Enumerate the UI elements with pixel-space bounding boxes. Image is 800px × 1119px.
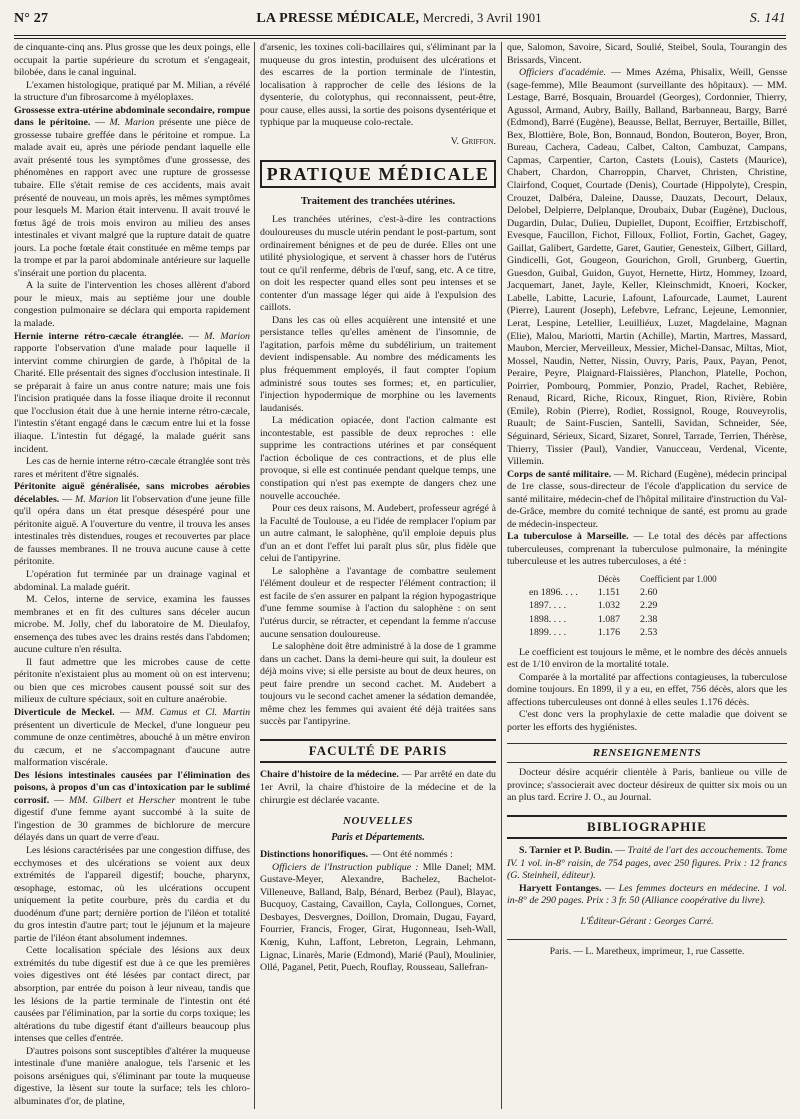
paragraph: La médication opiacée, dont l'action calmante est incontestable, est passible de deux reproches : elle supprime les contractions utérines et par conséquent l'action écbolique de ces contractions, et de plus elle provoque, si elle est continuée pendant quelque temps, une constipation qui n'est pas exempte de dangers chez une nouvelle accouchée.: [260, 415, 496, 502]
journal-title: [256, 11, 541, 27]
section-title-faculte: FACULTÉ DE PARIS: [260, 739, 496, 764]
article-corps: Corps de santé militaire. — M. Richard (Eugène), médecin principal de 1re classe, sous-directeur de l'école d'application du service de santé militaire, médecin-chef de l'hôpital militaire d'instruction du Val-de-Grâce, membre du comité technique de santé, est promu au grade de médecin-inspecteur.: [507, 468, 787, 530]
article-text: rapporte l'observation d'une malade pour laquelle il intervint comme chirurgien de garde, à l'hôpital de la Charité. Elle présentait des signes d'occlusion intestinale. Il se préparait à faire un anus contre nature; mais une fois l'incision pratiquée dans la fosse iliaque droite il reconnut que l'occlusion était due à une hernie interne rétro-cæcale, l'intestin s'étant engagé dans le cæcum entre lui et la fosse iliaque. L'intestin fut dégagé, la malade guérit sans incident.: [14, 343, 250, 455]
article-grossesse: Grossesse extra-utérine abdominale secondaire, rompue dans le péritoine. — M. Marion présente une pièce de grossesse tubaire greffée dans le péritoine et rompue. La malade avait eu, après une période pendant laquelle elle avait présenté tous les symptômes d'une grossesse, des phénomènes en rapport avec une rupture de grossesse tubaire. Elle s'était remise de ces accidents, mais avait présenté de nouveau, un mois après, les mêmes symptômes pour lesquels M. Marion était intervenu. Il avait trouvé le fœtus âgé de trois mois environ au milieu des anses intestinales et vivant malgré que la rupture datait de quatre jours. La poche fœtale était constituée en même temps par la trompe et par la paroi abdominale antérieure sur laquelle s'insérait une portion du placenta.: [14, 104, 250, 279]
table-cell: 1.032: [597, 600, 621, 612]
paragraph: Les lésions caractérisées par une congestion diffuse, des ecchymoses et des ulcérations se voient aux deux extrémités de l'appareil digestif; bouche, pharynx, œsophage, estomac, où les ulcérations occupent uniquement la petite courbure, près du cardia et du duodénum d'une part; dernière portion de l'iléon et totalité du gros intestin d'autre part; tout le jéjunum et la majeure partie de l'iléon étant absolument indemnes.: [14, 845, 250, 944]
article-heading: Grossesse extra-utérine abdominale secondaire, rompue dans le péritoine.: [14, 104, 250, 129]
paragraph: Les cas de hernie interne rétro-cæcale étranglée sont très rares et méritent d'être signalés.: [14, 456, 250, 480]
article-author: M. Marion: [75, 493, 119, 505]
article-text: Par arrêté en date du 1er Avril, la chaire d'histoire de la médecine et de la chirurgie est déclarée vacante.: [260, 769, 496, 806]
paragraph: Cette localisation spéciale des lésions aux deux extrémités du tube digestif est due à ce que les premières voies digestives ont été lésées par contact direct, par absorption, par entrée du poison à leur niveau, tandis que les lésions de la partie terminale de l'intestin ont été causées par l'élimination, par la sortie du corps toxique; les altérations du tube digestif étant d'ailleurs beaucoup plus intenses que celles d'entrée.: [14, 945, 250, 1045]
table-header-row: [529, 573, 737, 587]
table-cell: 1.176: [597, 627, 621, 639]
table-header: Décès: [597, 573, 620, 584]
article-heading: Officiers d'académie.: [519, 67, 606, 79]
article-academie: Officiers d'académie. — Mmes Azéma, Phisalix, Weill, Gensse (sage-femme), Mlle Beaumont (surveillante des hôpitaux). — MM. Lestage, Barré, Bosquain, Brouardel (Georges), Cordonnier, Thierry, Agussol, Armand, Aubry, Bailly, Balland, Barbanneau, Bargy, Barré (Edmond), Barré (Eugène), Beausse, Bellat, Berruyer, Bertaille, Billet, Bex, Blottière, Bole, Bon, Bonnaud, Bondon, Bouteron, Boyer, Bron, Bureau, Cachera, Cadeau, Calbet, Calton, Cambuzat, Campans, Capmas, Carpentier, Carton, Castets (Louis), Castets (Maurice), Chabert, Chardon, Charroppin, Charvet, Christen, Christine, Clairfond, Coquet, Courtade (Denis), Courtade (Hippolyte), Crespin, Crouzet, Dalbéra, Daleine, Dausse, Dauzats, Decourt, Delaux, Delobel, Delpierre, Delplanque, Droubaix, Dubar (Eugène), Duclous, Dugardin, Dulac, Dulieu, Dupiellet, Dupont, Ecoiffier, Ertzbischoff, Evesque, Faucillon, Fichot, Filloux, Folliot, Fortin, Gachet, Gagey, Gaillat, Galibert, Gardette, Garet, Gautier, Genesteix, Gilbert, Gillard, Gindicelli, Got, Gougeon, Gourichon, Groll, Grunberg, Guertin, Guesdon, Guibal, Guidon, Guyot, Hernette, Hirtz, Hommey, Izoard, Jacquemart, Janet, Jayle, Keller, Kleinschmidt, Knoeri, Kocker, Labelle, Labitte, Lacurie, Lafount, Lafourcade, Laumet, Laurent (Pierre), Laurent (Joseph), Lefebvre, Lefranc, Lejeune, Lemonnier, Lerat, Lespine, Letellier, Leuilliéux, Luzet, Magdelaine, Magnan (Elie), Malou, Mariotti, Martin (Achille), Martin, Martres, Massard, Maubon, Mercier, Merveilleux, Messier, Michel-Dansac, Miltas, Miot, Mossel, Naudin, Netter, Nissin, Ouvry, Paris, Paux, Payan, Penot, Peraire, Peyre, Plaignard-Flaissières, Planchon, Platelle, Pochon, Poirrier, Pombourq, Pommier, Ponzio, Pradel, Rachet, Rebière, Renaud, Ricard, Riche, Ricoux, Ringuet, Rion, Rivière, Robin (Emile), Robin (Pierre), Rodiet, Rossignol, Rouge, Rouveyrolis, Ruault; de Saint-Fuscien, Santelli, Savidan, Schneider, Sée, Séguinard, Sérieux, Sicard, Sizaret, Sonrel, Tarrade, Terrien, Thérèse, Thierry, Tissier (Paul), Vandier, Vanucceau, Verdenal, Vicente, Villemin.: [507, 67, 787, 468]
section-title-nouvelles: NOUVELLES: [343, 815, 413, 828]
column-1: [14, 42, 250, 1111]
article-text: montrent le tube digestif d'une femme ayant succombé à la suite de l'ingestion de 30 grammes de bichlorure de mercure délayés dans un quart de verre d'eau.: [14, 794, 250, 844]
table-header: Coefficient par 1.000: [640, 573, 717, 584]
author-signature: V. Griffon.: [450, 135, 496, 147]
article-heading: Chaire d'histoire de la médecine.: [260, 769, 399, 781]
paragraph: Docteur désire acquérir clientèle à Paris, banlieue ou ville de province; s'associerait avec docteur désireux de quitter six mois ou un an plus tard. Ecrire J. O., au Journal.: [507, 767, 787, 804]
book-entry: Haryett Fontanges. — Les femmes docteurs en médecine. 1 vol. in-8° de 290 pages. Prix : 3 fr. 50 (Alliance coopérative du livre).: [507, 882, 787, 907]
article-text: Le total des décès par affections tuberculeuses, comprenant la tuberculose pulmonaire, la méningite tuberculeuse et les autres tuberculoses, a été :: [507, 531, 787, 568]
paragraph: L'opération fut terminée par un drainage vaginal et abdominal. La malade guérit.: [14, 568, 250, 593]
table-cell: 2.38: [640, 613, 658, 625]
column-divider: [501, 42, 502, 1109]
table-cell: 2.60: [640, 586, 658, 598]
article-author: MM. Camus et Cl. Martin: [135, 706, 250, 718]
article-heading: Des lésions intestinales causées par l'élimination des poisons, à propos d'un cas d'intoxication par le sublimé corrosif.: [14, 769, 250, 806]
table-cell: 1897. . . .: [529, 600, 567, 612]
article-meckel: Diverticule de Meckel. — MM. Camus et Cl. Martin présentent un diverticule de Meckel, d'une longueur peu commune de onze centimètres, abouché à un mètre environ du cæcum, et ne s'accompagnant d'aucune autre malformation viscérale.: [14, 706, 250, 769]
paragraph: Le coefficient est toujours le même, et le nombre des décès annuels est de 1/10 environ de la mortalité totale.: [507, 646, 787, 671]
paragraph: L'examen histologique, pratiqué par M. Milian, a révélé la structure d'un fibrosarcome à myéloplaxes.: [14, 79, 250, 104]
column-2: [260, 42, 496, 1111]
book-entry: S. Tarnier et P. Budin. — Traité de l'art des accouchements. Tome IV. 1 vol. in-8° raisin, de 754 pages, avec 250 figures. Prix : 12 francs (G. Steinheil, éditeur).: [507, 845, 787, 882]
table-row: [529, 627, 737, 641]
tuberculosis-table: [529, 573, 737, 641]
paragraph: Le salophène doit être administré à la dose de 1 gramme dans un cachet. Dans la demi-heure qui suit, la douleur est déjà moins vive; si elle persiste au bout de deux heures, on peut faire prendre un second cachet. M. Audebert a toujours vu le second cachet amener la sédation demandée, même chez les femmes qui avaient été déjà traitées sans succès par l'antipyrine.: [260, 641, 496, 728]
article-text: présente une pièce de grossesse tubaire greffée dans le péritoine et rompue. La malade avait eu, après une période pendant laquelle elle avait présenté tous les symptômes d'une grossesse, des phénomènes en rapport avec une rupture de grossesse tubaire. Elle s'était remise de ces accidents, mais avait présenté de nouveau, un mois après, les mêmes symptômes pour lesquels M. Marion était intervenu. Il avait trouvé le fœtus âgé de trois mois environ au milieu des anses intestinales et vivant malgré que la rupture datait de quatre jours. La poche fœtale était constituée en même temps par la trompe et par la paroi abdominale antérieure sur laquelle s'insérait une portion du placenta.: [14, 117, 250, 279]
article-peritonite: Péritonite aiguë généralisée, sans microbes aérobies décelables. — M. Marion lit l'observation d'une jeune fille qu'il opéra dans un état presque désespéré pour une péritonite aiguë. A l'ouverture du ventre, il trouva les anses intestinales très distendues, rouges et recouvertes par place de fausses membranes. Il ne trouva aucune cause à cette péritonite.: [14, 481, 250, 568]
paragraph: d'arsenic, les toxines coli-bacillaires qui, s'éliminant par la muqueuse du gros intestin, produisent des ulcérations et des escarres de la portion terminale de l'intestin, localisation à rapprocher de celle des lésions de la dysenterie, du colotyphus, qui reconnaissent, peut-être, pour cause, elles aussi, la sortie des poisons dysentérique et typhique par la muqueuse colo-rectale.: [260, 42, 496, 129]
section-title-renseignements: RENSEIGNEMENTS: [507, 743, 787, 764]
header-rule: [14, 35, 786, 39]
issue-date: Mercredi, 3 Avril 1901: [422, 11, 542, 25]
paragraph: Le salophène a l'avantage de combattre seulement l'élément douleur et de respecter l'élément contraction; il est facile de s'en assurer en palpant la région hypogastrique d'une femme soumise à l'action du salophène : on sent l'utérus durcir, se rétracter, et cependant la femme n'accuse aucune sensation douloureuse.: [260, 565, 496, 640]
book-text: Traité de l'art des accouchements. Tome IV. 1 vol. in-8° raisin, de 754 pages, avec 250 figures. Prix : 12 francs (G. Steinheil, éditeur).: [507, 845, 787, 882]
paragraph: M. Celos, interne de service, examina les fausses membranes et en fit des cultures sans déceler aucun microbe. M. Jolly, chef du laboratoire de M. Dieulafoy, ensemença des tubes avec les drains restés dans l'abdomen; aucune culture n'en résulta.: [14, 594, 250, 656]
book-authors: Haryett Fontanges.: [519, 882, 602, 894]
article-tuberculose: La tuberculose à Marseille. — Le total des décès par affections tuberculeuses, comprenant la tuberculose pulmonaire, la méningite tuberculeuse et les autres tuberculoses, a été :: [507, 531, 787, 568]
paragraph: Il faut admettre que les microbes cause de cette péritonite n'existaient plus au moment où on est intervenu; ou bien que ces microbes causent poussé soit sur des milieux de culture spéciaux, soit en culture anaérobie.: [14, 656, 250, 706]
article-heading: La tuberculose à Marseille.: [507, 531, 629, 543]
article-author: M. Marion: [204, 330, 250, 342]
page-header: [14, 6, 786, 32]
paragraph: que, Salomon, Savoire, Sicard, Soulié, Steibel, Soula, Tourangin des Brissards, Vincent.: [507, 42, 787, 66]
article-heading: Corps de santé militaire.: [507, 468, 612, 480]
article-text: lit l'observation d'une jeune fille qu'il opéra dans un état presque désespéré pour une péritonite aiguë. A l'ouverture du ventre, il trouva les anses intestinales très distendues, rouges et recouvertes par place de fausses membranes. Il ne trouva aucune cause à cette péritonite.: [14, 493, 250, 568]
table-cell: 1899. . . .: [529, 627, 567, 639]
paragraph: Pour ces deux raisons, M. Audebert, professeur agrégé à la Faculté de Toulouse, a eu l'idée de remplacer l'opium par un autre calmant, le salophène, qu'il emploie depuis plus d'un an et dont l'effet lui paraît plus sûr, plus fidèle que celui de l'antipyrine.: [260, 503, 496, 565]
table-row: [529, 600, 737, 614]
table-cell: 1.151: [597, 586, 621, 598]
article-author: M. Marion: [109, 117, 155, 129]
column-3: [507, 42, 787, 1111]
subsection-title: Paris et Départements.: [331, 831, 425, 843]
book-text: Les femmes docteurs en médecine. 1 vol. in-8° de 290 pages. Prix : 3 fr. 50 (Alliance coopérative du livre).: [507, 882, 787, 907]
table-cell: 1898. . . .: [529, 613, 567, 625]
table-cell: en 1896. . . .: [529, 586, 578, 598]
paragraph: de cinquante-cinq ans. Plus grosse que les deux poings, elle occupait la partie supérieure du scrotum et s'engageait, bilobée, dans le canal inguinal.: [14, 42, 250, 79]
article-lesions: Des lésions intestinales causées par l'élimination des poisons, à propos d'un cas d'intoxication par le sublimé corrosif. — MM. Gilbert et Herscher montrent le tube digestif d'une femme ayant succombé à la suite de l'ingestion de 30 grammes de bichlorure de mercure délayés dans un quart de verre d'eau.: [14, 769, 250, 844]
table-cell: 2.29: [640, 600, 658, 612]
article-distinctions: Distinctions honorifiques. — Ont été nommés :: [260, 849, 453, 861]
article-heading: Péritonite aiguë généralisée, sans microbes aérobies décelables.: [14, 481, 250, 505]
table-cell: 1.087: [597, 613, 621, 625]
table-header: [529, 573, 598, 587]
section-title-bibliographie: BIBLIOGRAPHIE: [507, 815, 787, 840]
article-text: Ont été nommés :: [382, 849, 453, 861]
article-heading: Hernie interne rétro-cæcale étranglée.: [14, 330, 184, 342]
paragraph: Les tranchées utérines, c'est-à-dire les contractions douloureuses du muscle utérin pendant le post-partum, sont ordinairement bénignes et de peu de durée. Elles ont une utilité physiologique, et servent à chasser hors de l'utérus tout ce qu'il renferme, débris de l'œuf, sang, etc. A ce titre, on doit les respecter quand elles sont peu intenses et se contenter d'un massage léger qui aide à l'expulsion des caillots.: [260, 214, 496, 314]
article-heading: Officiers de l'Instruction publique :: [272, 861, 419, 873]
paragraph: Comparée à la mortalité par affections contagieuses, la tuberculose domine toujours. En 1899, il y a eu, en effet, 756 décès, alors que les affections tuberculeuses ont donné à elles seules 1.176 décès.: [507, 671, 787, 708]
article-text: Mlle Danel; MM. Gustave-Meyer, Alexandre, Bachelez, Bachelot-Villeneuve, Balland, Balp, Bénard, Berbez (Paul), Blayac, Bucquoy, Castaing, Cavaillon, Cayla, Collongues, Cornet, Desbayes, Desvergnes, Doillon, Dromain, Dugau, Fayard, Fourrier, Francis, Froger, Girat, Hugonneau, Iseh-Wall, Kœnig, Kuhn, Laffont, Lebreton, Legrain, Lehmann, Lignac, Linarès, Marie (Edmond), Marié (Paul), Moulinier, Ollé, Paganel, Petit, Puech, Rouflay, Rousseau, Sallefran-: [260, 861, 496, 974]
paragraph: A la suite de l'intervention les choses allèrent d'abord pour le mieux, mais au septième jour une double congestion pulmonaire se déclara qui emporta rapidement la malade.: [14, 280, 250, 330]
article-title: Traitement des tranchées utérines.: [300, 195, 456, 207]
editor-line: L'Éditeur-Gérant : Georges Carré.: [580, 917, 714, 927]
column-divider: [254, 42, 255, 1109]
section-title-pratique: PRATIQUE MÉDICALE: [260, 160, 496, 188]
page-number: S. 141: [749, 11, 786, 26]
article-author: MM. Gilbert et Herscher: [69, 794, 176, 806]
article-chaire: Chaire d'histoire de la médecine. — Par arrêté en date du 1er Avril, la chaire d'histoire de la médecine et de la chirurgie est déclarée vacante.: [260, 769, 496, 806]
article-officiers: [260, 862, 496, 975]
article-text: Mmes Azéma, Phisalix, Weill, Gensse (sage-femme), Mlle Beaumont (surveillante des hôpitaux). — MM. Lestage, Barré, Bosquain, Brouardel (Georges), Cordonnier, Thierry, Agussol, Armand, Aubry, Bailly, Balland, Barbanneau, Bargy, Barré (Edmond), Barré (Eugène), Beausse, Bellat, Berruyer, Bertaille, Billet, Bex, Blottière, Bole, Bon, Bonnaud, Bondon, Bouteron, Boyer, Bron, Bureau, Cachera, Cadeau, Calbet, Calton, Cambuzat, Campans, Capmas, Carpentier, Carton, Castets (Louis), Castets (Maurice), Chabert, Chardon, Charroppin, Charvet, Christen, Christine, Clairfond, Coquet, Courtade (Denis), Courtade (Hippolyte), Crespin, Crouzet, Dalbéra, Daleine, Dausse, Dauzats, Decourt, Delaux, Delobel, Delpierre, Delplanque, Droubaix, Dubar (Eugène), Duclous, Dugardin, Dulac, Dulieu, Dupiellet, Dupont, Ecoiffier, Ertzbischoff, Evesque, Faucillon, Fichot, Filloux, Folliot, Fortin, Gachet, Gagey, Gaillat, Galibert, Gardette, Garet, Gautier, Genesteix, Gilbert, Gillard, Gindicelli, Got, Gougeon, Gourichon, Groll, Grunberg, Guertin, Guesdon, Guibal, Guidon, Guyot, Hernette, Hirtz, Hommey, Izoard, Jacquemart, Janet, Jayle, Keller, Kleinschmidt, Knoeri, Kocker, Labelle, Labitte, Lacurie, Lafount, Lafourcade, Laumet, Laurent (Pierre), Laurent (Joseph), Lefebvre, Lefranc, Lejeune, Lemonnier, Lerat, Lespine, Letellier, Leuilliéux, Luzet, Magdelaine, Magnan (Elie), Malou, Mariotti, Martin (Achille), Martin, Martres, Massard, Maubon, Mercier, Merveilleux, Messier, Michel-Dansac, Miltas, Miot, Mossel, Naudin, Netter, Nissin, Ouvry, Paris, Paux, Payan, Penot, Peraire, Peyre, Plaignard-Flaissières, Planchon, Platelle, Pochon, Poirrier, Pombourq, Pommier, Ponzio, Pradel, Rachet, Rebière, Renaud, Ricard, Riche, Ricoux, Ringuet, Rion, Rivière, Robin (Emile), Robin (Pierre), Rodiet, Rossignol, Rouge, Rouveyrolis, Ruault; de Saint-Fuscien, Santelli, Savidan, Schneider, Sée, Séguinard, Sérieux, Sicard, Sizaret, Sonrel, Tarrade, Terrien, Thérèse, Thierry, Tissier (Paul), Vandier, Vanucceau, Verdenal, Vicente, Villemin.: [507, 67, 787, 468]
paragraph: D'autres poisons sont susceptibles d'altérer la muqueuse intestinale d'une manière analogue, tels l'arsenic et les poisons arsénigues qui, s'éliminant par toute la muqueuse digestive, la lèsent sur toute la surface; tels les chloro-albuminates d'or, de platine,: [14, 1045, 250, 1107]
article-text: M. Richard (Eugène), médecin principal de 1re classe, sous-directeur de l'école d'application du service de santé militaire, médecin-chef de l'hôpital militaire d'instruction du Val-de-Grâce, membre du comité technique de santé, est promu au grade de médecin-inspecteur.: [507, 468, 787, 530]
table-row: [529, 587, 737, 601]
paragraph: C'est donc vers la prophylaxie de cette maladie que doivent se porter les efforts des hygiénistes.: [507, 709, 787, 733]
article-hernie: Hernie interne rétro-cæcale étranglée. — M. Marion rapporte l'observation d'une malade pour laquelle il intervint comme chirurgien de garde, à l'hôpital de la Charité. Elle présentait des signes d'occlusion intestinale. Il se préparait à faire un anus contre nature; mais une fois l'incision pratiquée dans la fosse iliaque droite il reconnut que l'occlusion était due à une hernie interne rétro-cæcale, l'intestin s'étant engagé dans le cæcum entre lui et la fosse iliaque. L'intestin fut dégagé, la malade guérit sans incident.: [14, 330, 250, 455]
table-row: [529, 614, 737, 628]
article-heading: Diverticule de Meckel.: [14, 706, 115, 718]
table-cell: 2.53: [640, 627, 658, 639]
issue-number: N° 27: [14, 11, 49, 26]
book-authors: S. Tarnier et P. Budin.: [519, 845, 613, 857]
printer-line: Paris. — L. Maretheux, imprimeur, 1, rue Cassette.: [507, 939, 787, 959]
article-text: présentent un diverticule de Meckel, d'une longueur peu commune de onze centimètres, abouché à un mètre environ du cæcum, et ne s'accompagnant d'aucune autre malformation viscérale.: [14, 719, 250, 769]
article-heading: Distinctions honorifiques.: [260, 849, 369, 861]
paragraph: Dans les cas où elles acquièrent une intensité et une persistance telles qu'elles amènent de l'insomnie, de l'agitation, parfois même du subdélirium, un traitement devient indispensable. Au nombre des médicaments les plus fréquemment employés, il faut compter l'opium administré sous toutes ses formes; et, en particulier, l'injection hypodermique de morphine ou les lavements laudanisés.: [260, 314, 496, 414]
journal-name: LA PRESSE MÉDICALE,: [256, 11, 420, 26]
